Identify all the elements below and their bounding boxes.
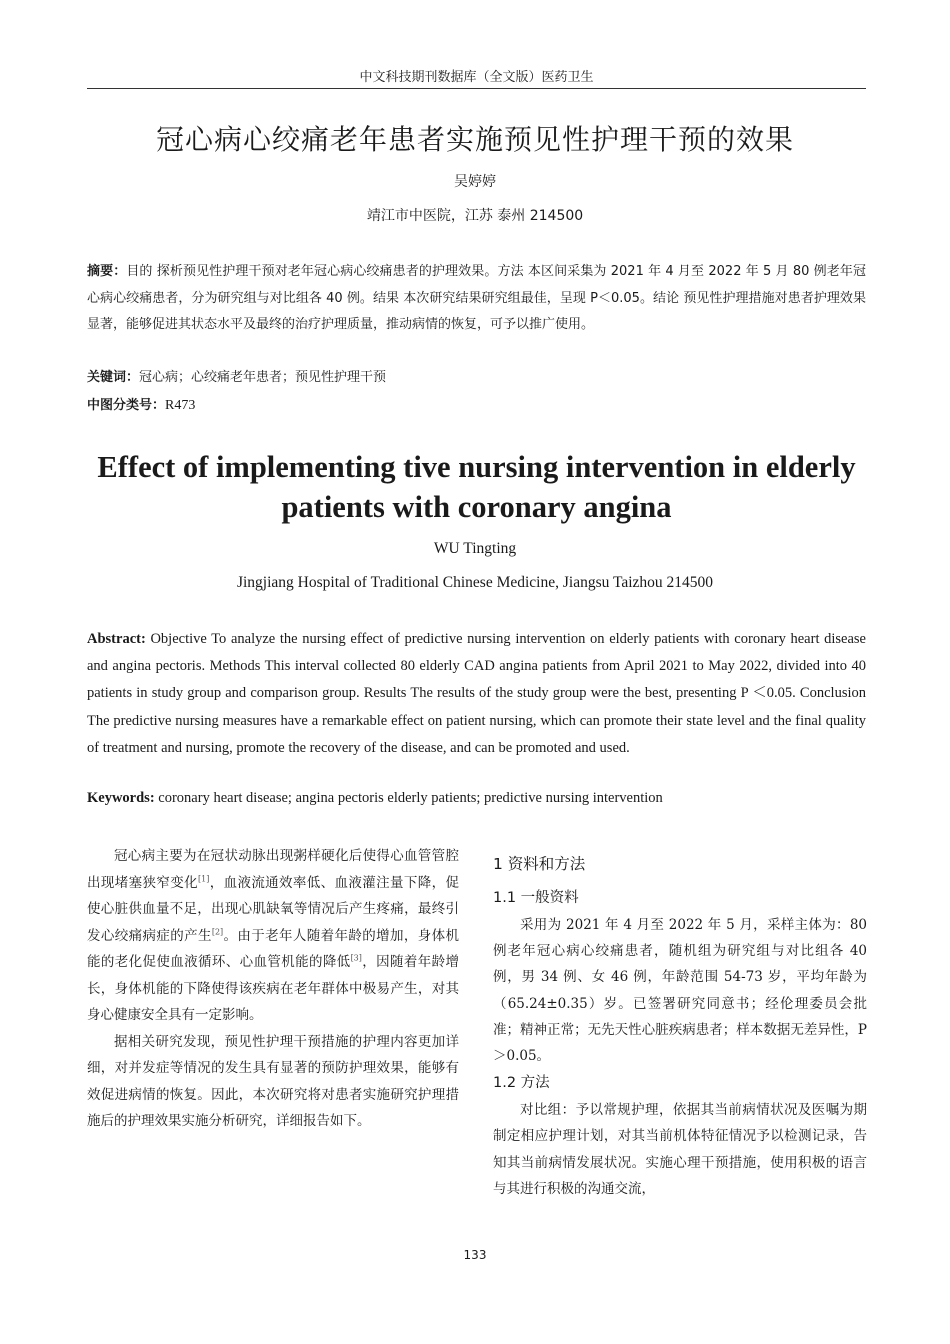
intro-text-1: 冠心病主要为在冠状动脉出现粥样硬化后使得心血管管腔出现堵塞狭窄变化 [87, 848, 459, 891]
classification-code: R473 [165, 398, 196, 413]
keywords-english [87, 790, 866, 807]
abstract-english-text: Objective To analyze the nursing effect of predictive nursing intervention on elderly patients with coronary heart disease and angina pectoris. Methods This interval collected 80 elderly CAD angina patients from April 2021 to May 2022, divided into 40 patients in study group and comparison group. Results The results of the study group were the best, presenting P ＜0.05. Conclusion The predictive nursing measures have a remarkable effect on patient nursing, which can promote their state level and the final quality of treatment and nursing, promote the recovery of the disease, and can be promoted and used. [87, 631, 866, 756]
author-chinese: 吴婷婷 [454, 174, 496, 190]
citation-3[interactable]: [3] [350, 953, 362, 963]
subsection-heading-1-2: 1.2 方法 [493, 1075, 550, 1092]
title-chinese: 冠心病心绞痛老年患者实施预见性护理干预的效果 [155, 123, 794, 156]
abstract-chinese-text: 目的 探析预见性护理干预对老年冠心病心绞痛患者的护理效果。方法 本区间采集为 2021 年 4 月至 2022 年 5 月 80 例老年冠心病心绞痛患者，分为研究组与对比组各 40 例。结果 本次研究结果研究组最佳，呈现 P＜0.05。结论 预见性护理措施对患者护理效果显著，能够促进其状态水平及最终的治疗护理质量，推动病情的恢复，可予以推广使用。 [87, 264, 866, 332]
citation-2[interactable]: [2] [211, 927, 224, 936]
keywords-chinese-text: 冠心病；心绞痛老年患者；预见性护理干预 [139, 370, 387, 385]
header-divider [87, 88, 866, 89]
author-english: WU Tingting [433, 540, 517, 557]
affiliation-chinese: 靖江市中医院，江苏 泰州 214500 [366, 208, 584, 224]
abstract-chinese [87, 259, 866, 339]
keywords-english-label: Keywords: [87, 790, 155, 806]
intro-text-3: 。由于老年人随着年龄的增加，身体机能的老化促使血液循环、心血管机能的降低 [87, 927, 460, 970]
intro-paragraph-1 [87, 843, 459, 1029]
page-number: 133 [463, 1248, 487, 1262]
abstract-english-label: Abstract: [87, 631, 146, 647]
methods-paragraph: 对比组：予以常规护理，依据其当前病情状况及医嘱为期制定相应护理计划，对其当前机体特征情况予以检测记录，告知其当前病情发展状况。实施心理干预措施，使用积极的语言与其进行积极的沟通交流， [493, 1102, 867, 1197]
citation-1[interactable]: [1] [197, 874, 210, 883]
intro-text-4: ，因随着年龄增长，身体机能的下降使得该疾病在老年群体中极易产生，对其身心健康安全具有一定影响。 [87, 954, 460, 1023]
general-data-paragraph: 采用为 2021 年 4 月至 2022 年 5 月，采样主体为：80 例老年冠心病心绞痛患者，随机组为研究组与对比组各 40 例，男 34 例、女 46 例，年龄范围 54-73 岁，平均年龄为（65.24±0.35）岁。已签署研究同意书；经伦理委员会批准；精神正常；无先天性心脏疾病患者；样本数据无差异性，P＞0.05。 [493, 917, 867, 1065]
keywords-chinese-label: 关键词： [87, 370, 140, 385]
intro-text-2: ，血液流通效率低、血液灌注量下降，促使心脏供血量不足，出现心肌缺氧等情况后产生疼痛，最终引发心绞痛病症的产生 [87, 874, 460, 944]
intro-paragraph-2: 据相关研究发现，预见性护理干预措施的护理内容更加详细，对并发症等情况的发生具有显著的预防护理效果，能够有效促进病情的恢复。因此，本次研究将对患者实施研究护理措施后的护理效果实施分析研究，详细报告如下。 [87, 1033, 459, 1129]
classification-label: 中图分类号： [87, 398, 166, 413]
body-left-column [87, 843, 459, 1135]
affiliation-english: Jingjiang Hospital of Traditional Chinese Medicine, Jiangsu Taizhou 214500 [236, 574, 714, 591]
abstract-chinese-label: 摘要： [87, 264, 127, 279]
body-right-column [493, 850, 867, 1202]
keywords-english-text: coronary heart disease; angina pectoris elderly patients; predictive nursing intervention [154, 790, 663, 806]
classification-chinese [87, 394, 866, 414]
title-english: Effect of implementing tive nursing intervention in elderly patients with coronary angina [97, 450, 856, 524]
keywords-chinese [87, 366, 866, 385]
subsection-heading-1-1: 1.1 一般资料 [493, 890, 579, 906]
journal-header: 中文科技期刊数据库（全文版）医药卫生 [359, 70, 594, 85]
abstract-english [87, 626, 866, 762]
section-heading-1: 1 资料和方法 [493, 855, 586, 873]
